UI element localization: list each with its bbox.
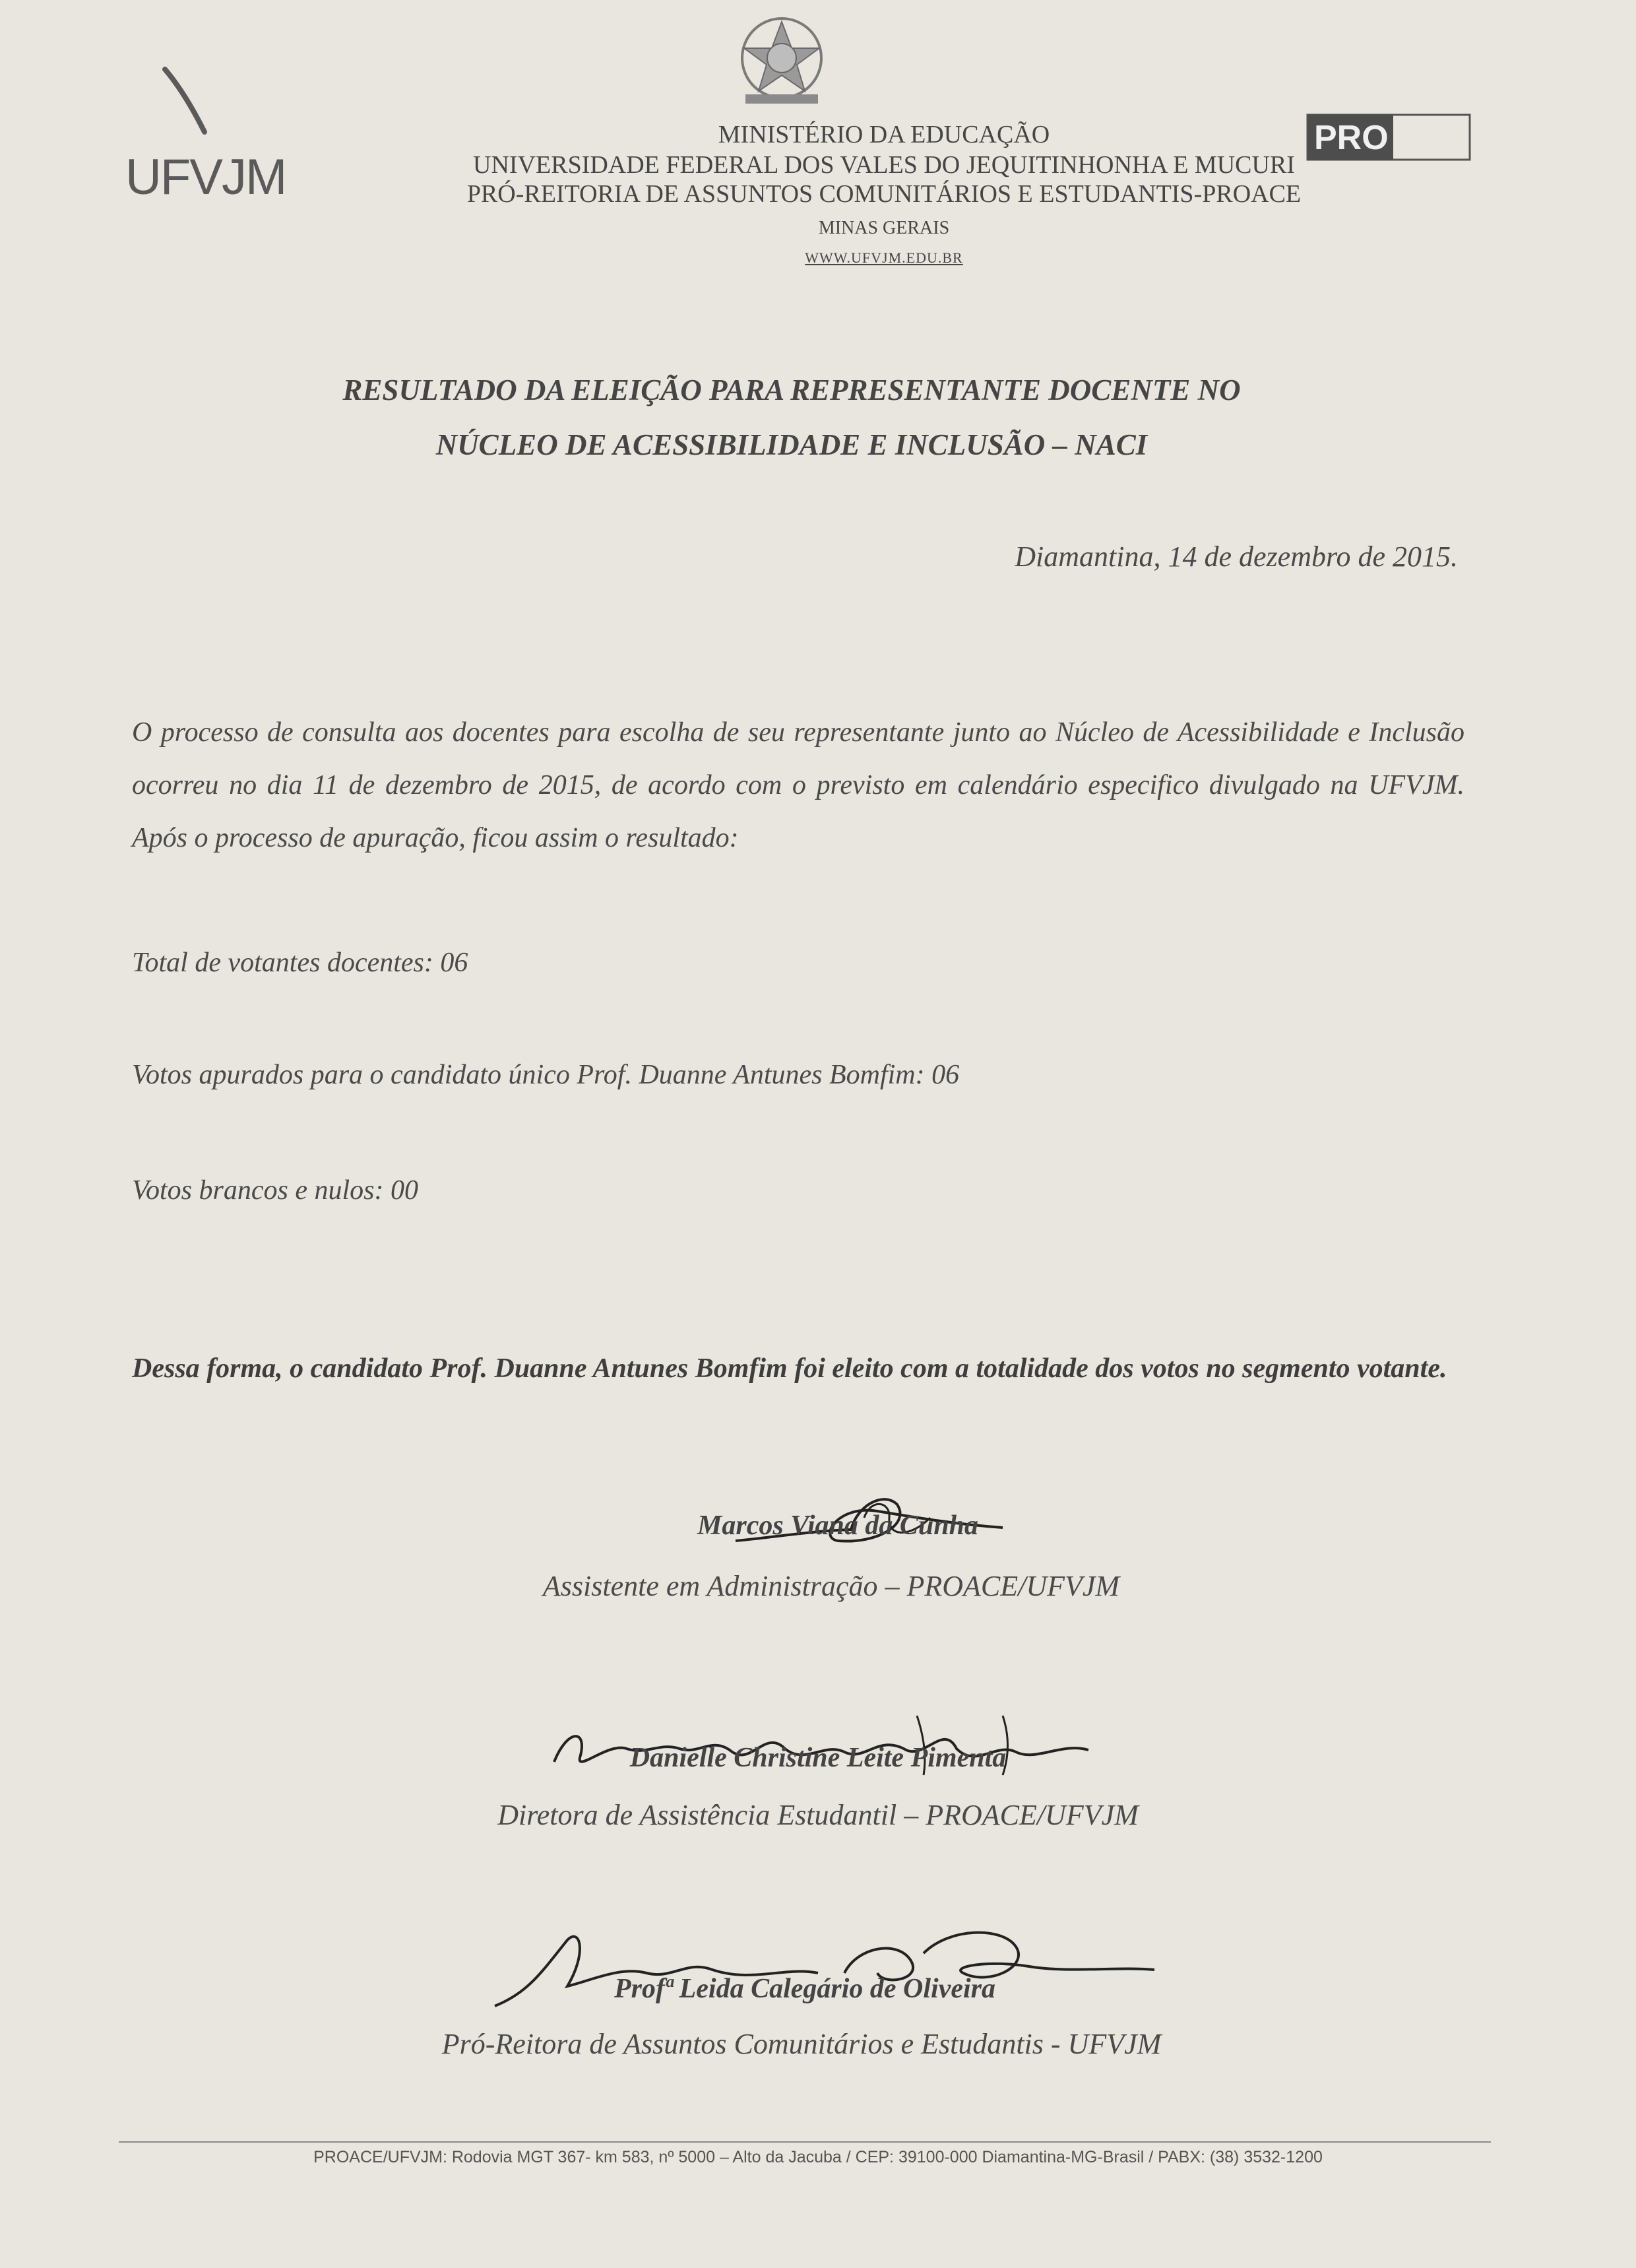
conclusion-paragraph: Dessa forma, o candidato Prof. Duanne Antunes Bomfim foi eleito com a totalidade dos votos no segmento votante. — [132, 1353, 1447, 1384]
document-title-line-1: RESULTADO DA ELEIÇÃO PARA REPRESENTANTE DOCENTE NO — [342, 373, 1241, 406]
votes-candidate: Votos apurados para o candidato único Prof. Duanne Antunes Bomfim: 06 — [132, 1060, 960, 1090]
header-state: MINAS GERAIS — [818, 218, 950, 238]
signature-name-2: Danielle Christine Leite Pimenta — [629, 1743, 1007, 1773]
signature-role-2: Diretora de Assistência Estudantil – PROACE/UFVJM — [497, 1799, 1139, 1831]
signature-role-1: Assistente em Administração – PROACE/UFVJM — [542, 1570, 1120, 1602]
total-voters: Total de votantes docentes: 06 — [132, 948, 468, 978]
proace-logo-icon — [1306, 113, 1471, 161]
document-date: Diamantina, 14 de dezembro de 2015. — [1015, 540, 1458, 573]
ufvjm-logo-text: UFVJM — [125, 149, 286, 205]
signature-role-3: Pró-Reitora de Assuntos Comunitários e Estudantis - UFVJM — [441, 2028, 1162, 2060]
document-title-line-2: NÚCLEO DE ACESSIBILIDADE E INCLUSÃO – NACI — [435, 428, 1148, 461]
votes-blank-null: Votos brancos e nulos: 00 — [132, 1175, 418, 1206]
brazil-coat-of-arms-icon — [732, 12, 831, 111]
header-university: UNIVERSIDADE FEDERAL DOS VALES DO JEQUITINHONHA E MUCURI — [473, 151, 1295, 179]
header-website: WWW.UFVJM.EDU.BR — [805, 249, 963, 266]
signature-name-1: Marcos Viana da Cunha — [697, 1510, 978, 1541]
footer-address: PROACE/UFVJM: Rodovia MGT 367- km 583, nº 5000 – Alto da Jacuba / CEP: 39100-000 Diamantina-MG-Brasil / PABX: (38) 3532-1200 — [313, 2148, 1323, 2166]
signature-name-3: Profª Leida Calegário de Oliveira — [614, 1974, 996, 2004]
body-paragraph: O processo de consulta aos docentes para escolha de seu representante junto ao Núcleo de Acessibilidade e Inclusão ocorreu no dia 11 de dezembro de 2015, de acordo com o previsto em calendário especifico divulgado na UFVJM. Após o processo de apuração, ficou assim o resultado: — [132, 717, 1464, 853]
header-ministry: MINISTÉRIO DA EDUCAÇÃO — [718, 121, 1050, 148]
svg-text:PRO: PRO — [1314, 119, 1389, 157]
header-pro-rectorate: PRÓ-REITORIA DE ASSUNTOS COMUNITÁRIOS E ESTUDANTIS-PROACE — [466, 180, 1302, 208]
footer-divider — [119, 2141, 1491, 2143]
